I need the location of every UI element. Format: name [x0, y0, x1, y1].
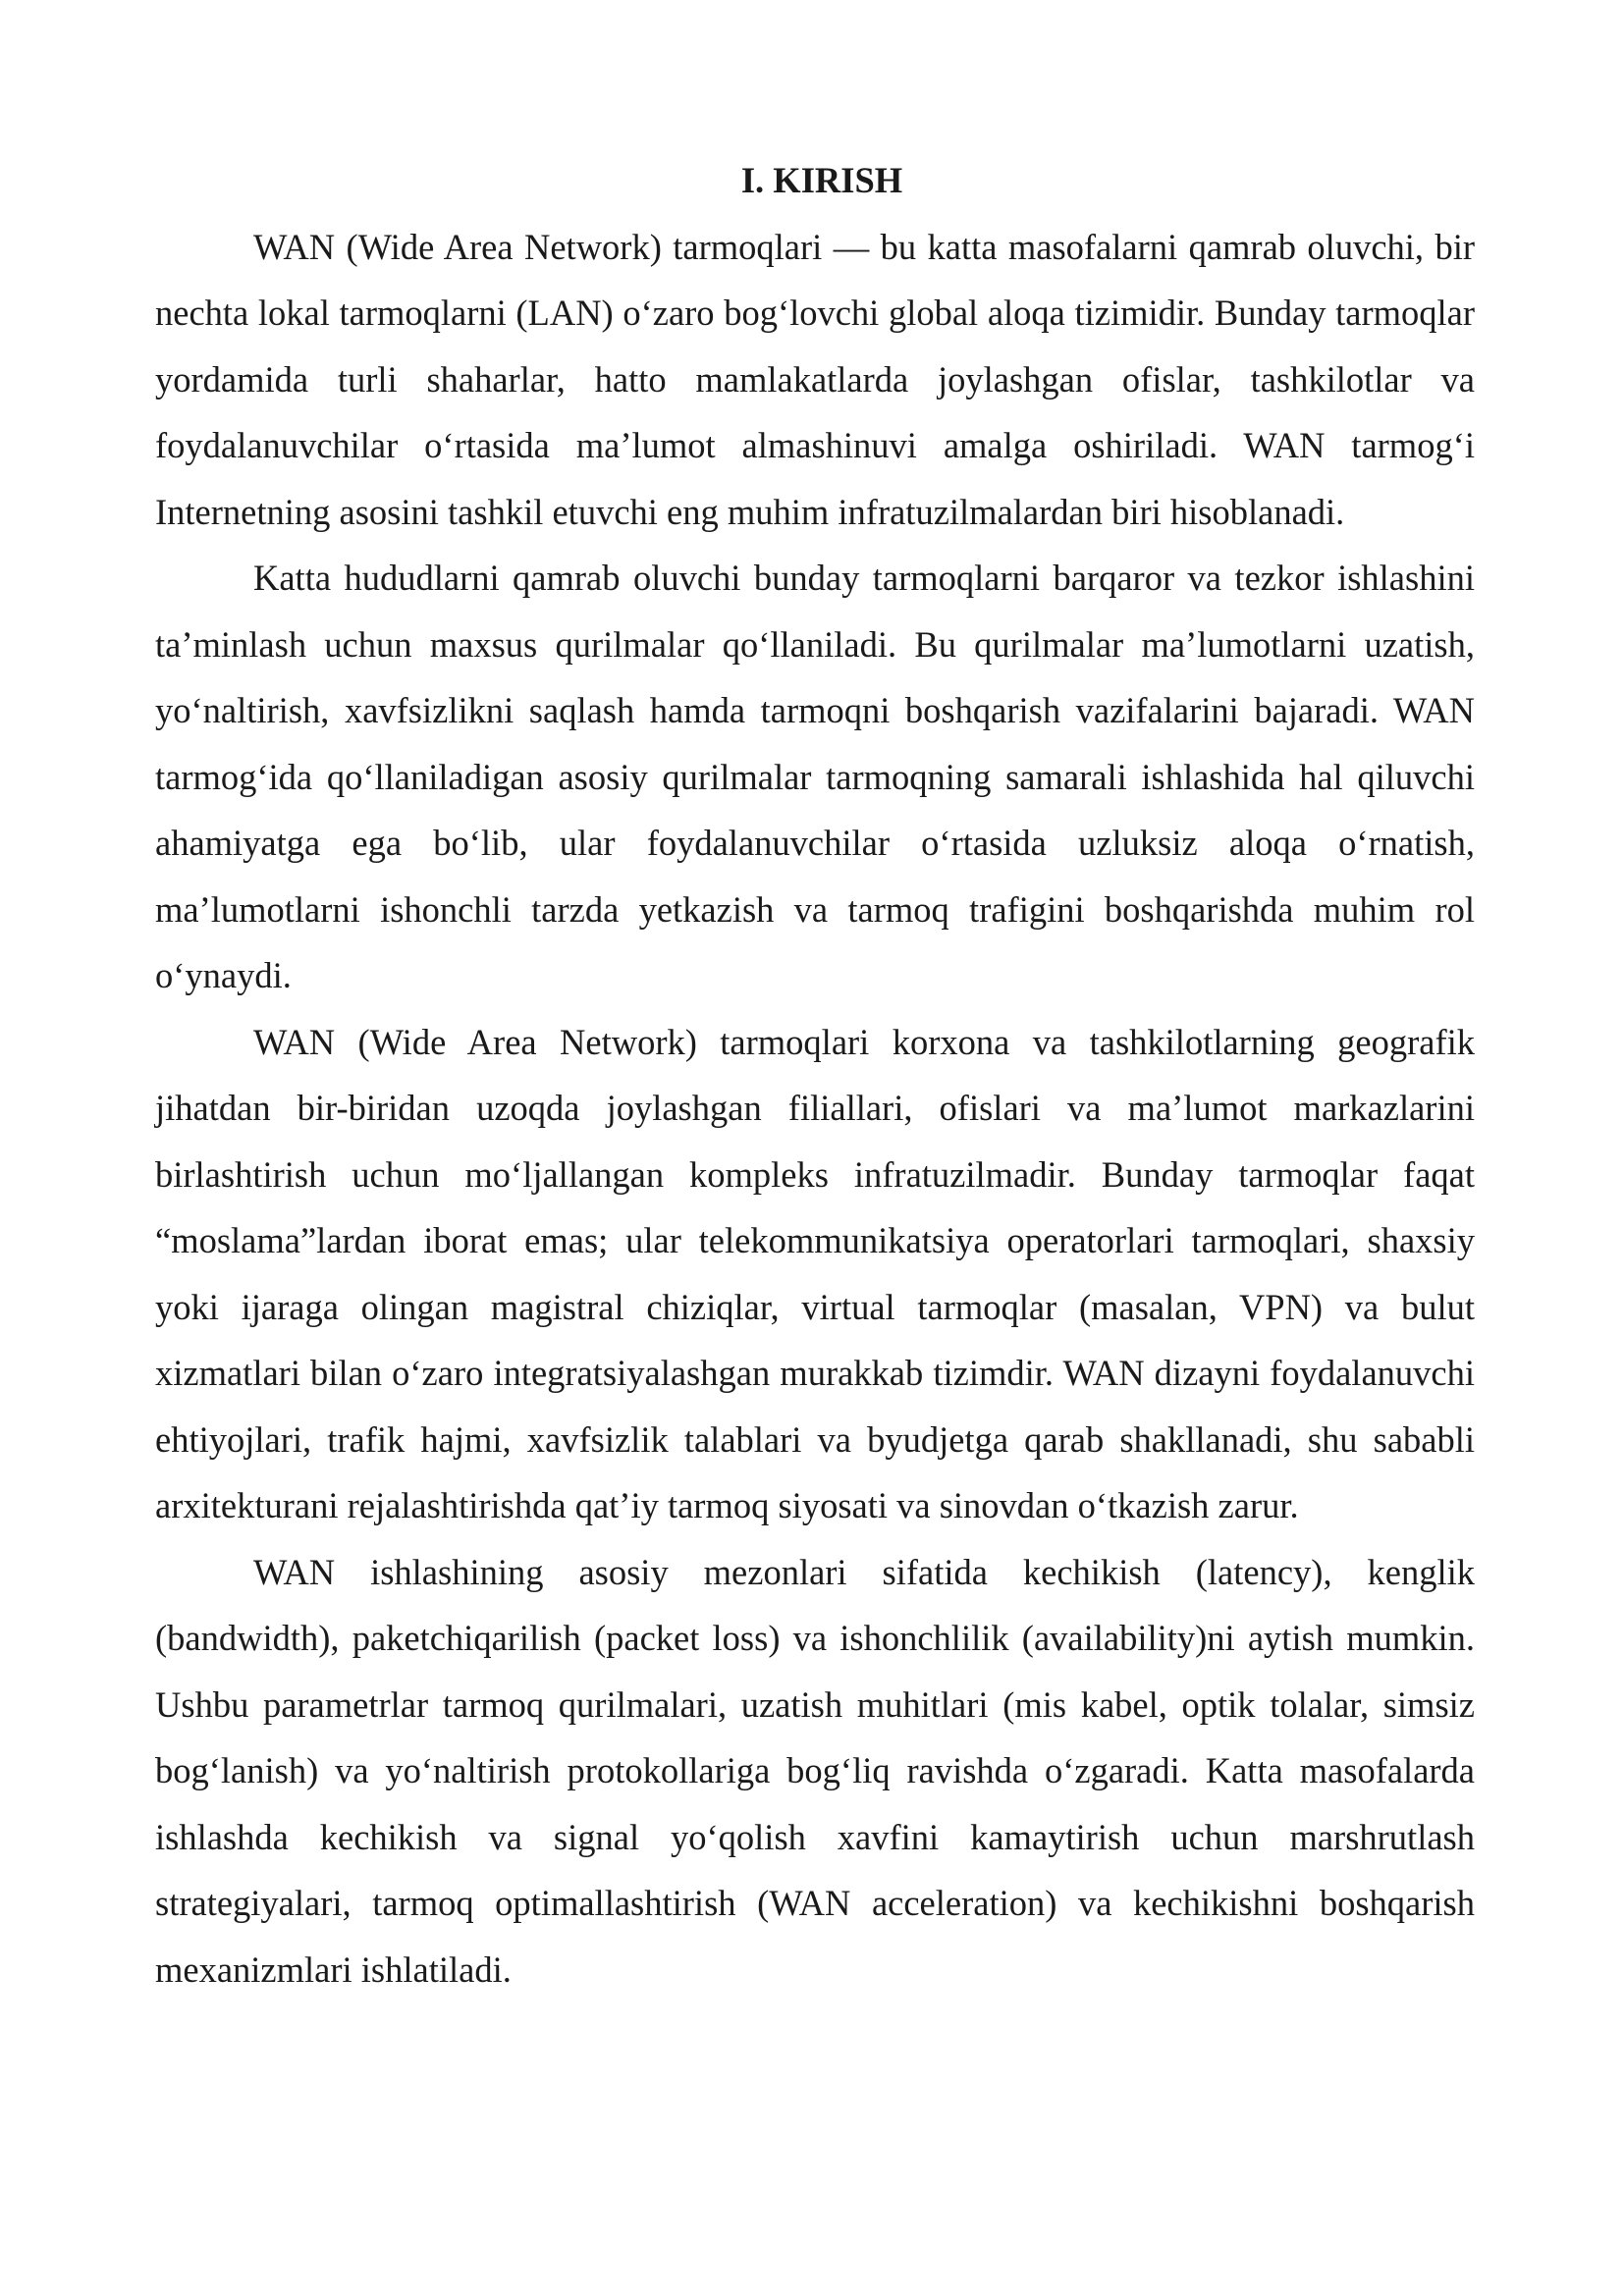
section-heading: I. KIRISH [740, 160, 903, 200]
paragraph-3: WAN (Wide Area Network) tarmoqlari korxona va tashkilotlarning geografik jihatdan bir-biridan uzoqda joylashgan filiallari, ofislari va ma’lumot markazlarini birlashtirish uchun mo‘ljallangan kompleks infratuzilmadir. Bunday tarmoqlar faqat “moslama”lardan iborat emas; ular telekommunikatsiya operatorlari tarmoqlari, shaxsiy yoki ijaraga olingan magistral chiziqlar, virtual tarmoqlar (masalan, VPN) va bulut xizmatlari bilan o‘zaro integratsiyalashgan murakkab tizimdir. WAN dizayni foydalanuvchi ehtiyojlari, trafik hajmi, xavfsizlik talablari va byudjetga qarab shakllanadi, shu sababli arxitekturani rejalashtirishda qat’iy tarmoq siyosati va sinovdan o‘tkazish zarur. [155, 1021, 1475, 1525]
paragraph-2: Katta hududlarni qamrab oluvchi bunday tarmoqlarni barqaror va tezkor ishlashini ta’minlash uchun maxsus qurilmalar qo‘llaniladi. Bu qurilmalar ma’lumotlarni uzatish, yo‘naltirish, xavfsizlikni saqlash hamda tarmoqni boshqarish vazifalarini bajaradi. WAN tarmog‘ida qo‘llaniladigan asosiy qurilmalar tarmoqning samarali ishlashida hal qiluvchi ahamiyatga ega bo‘lib, ular foydalanuvchilar o‘rtasida uzluksiz aloqa o‘rnatish, ma’lumotlarni ishonchli tarzda yetkazish va tarmoq trafigini boshqarishda muhim rol o‘ynaydi. [155, 558, 1475, 995]
document-page [155, 147, 1475, 2002]
paragraph-4: WAN ishlashining asosiy mezonlari sifatida kechikish (latency), kenglik (bandwidth), paketchiqarilish (packet loss) va ishonchlilik (availability)ni aytish mumkin. Ushbu parametrlar tarmoq qurilmalari, uzatish muhitlari (mis kabel, optik tolalar, simsiz bog‘lanish) va yo‘naltirish protokollariga bog‘liq ravishda o‘zgaradi. Katta masofalarda ishlashda kechikish va signal yo‘qolish xavfini kamaytirish uchun marshrutlash strategiyalari, tarmoq optimallashtirish (WAN acceleration) va kechikishni boshqarish mexanizmlari ishlatiladi. [155, 1551, 1475, 1990]
paragraph-1: WAN (Wide Area Network) tarmoqlari — bu katta masofalarni qamrab oluvchi, bir nechta lokal tarmoqlarni (LAN) o‘zaro bog‘lovchi global aloqa tizimidir. Bunday tarmoqlar yordamida turli shaharlar, hatto mamlakatlarda joylashgan ofislar, tashkilotlar va foydalanuvchilar o‘rtasida ma’lumot almashinuvi amalga oshiriladi. WAN tarmog‘i Internetning asosini tashkil etuvchi eng muhim infratuzilmalardan biri hisoblanadi. [155, 226, 1475, 532]
